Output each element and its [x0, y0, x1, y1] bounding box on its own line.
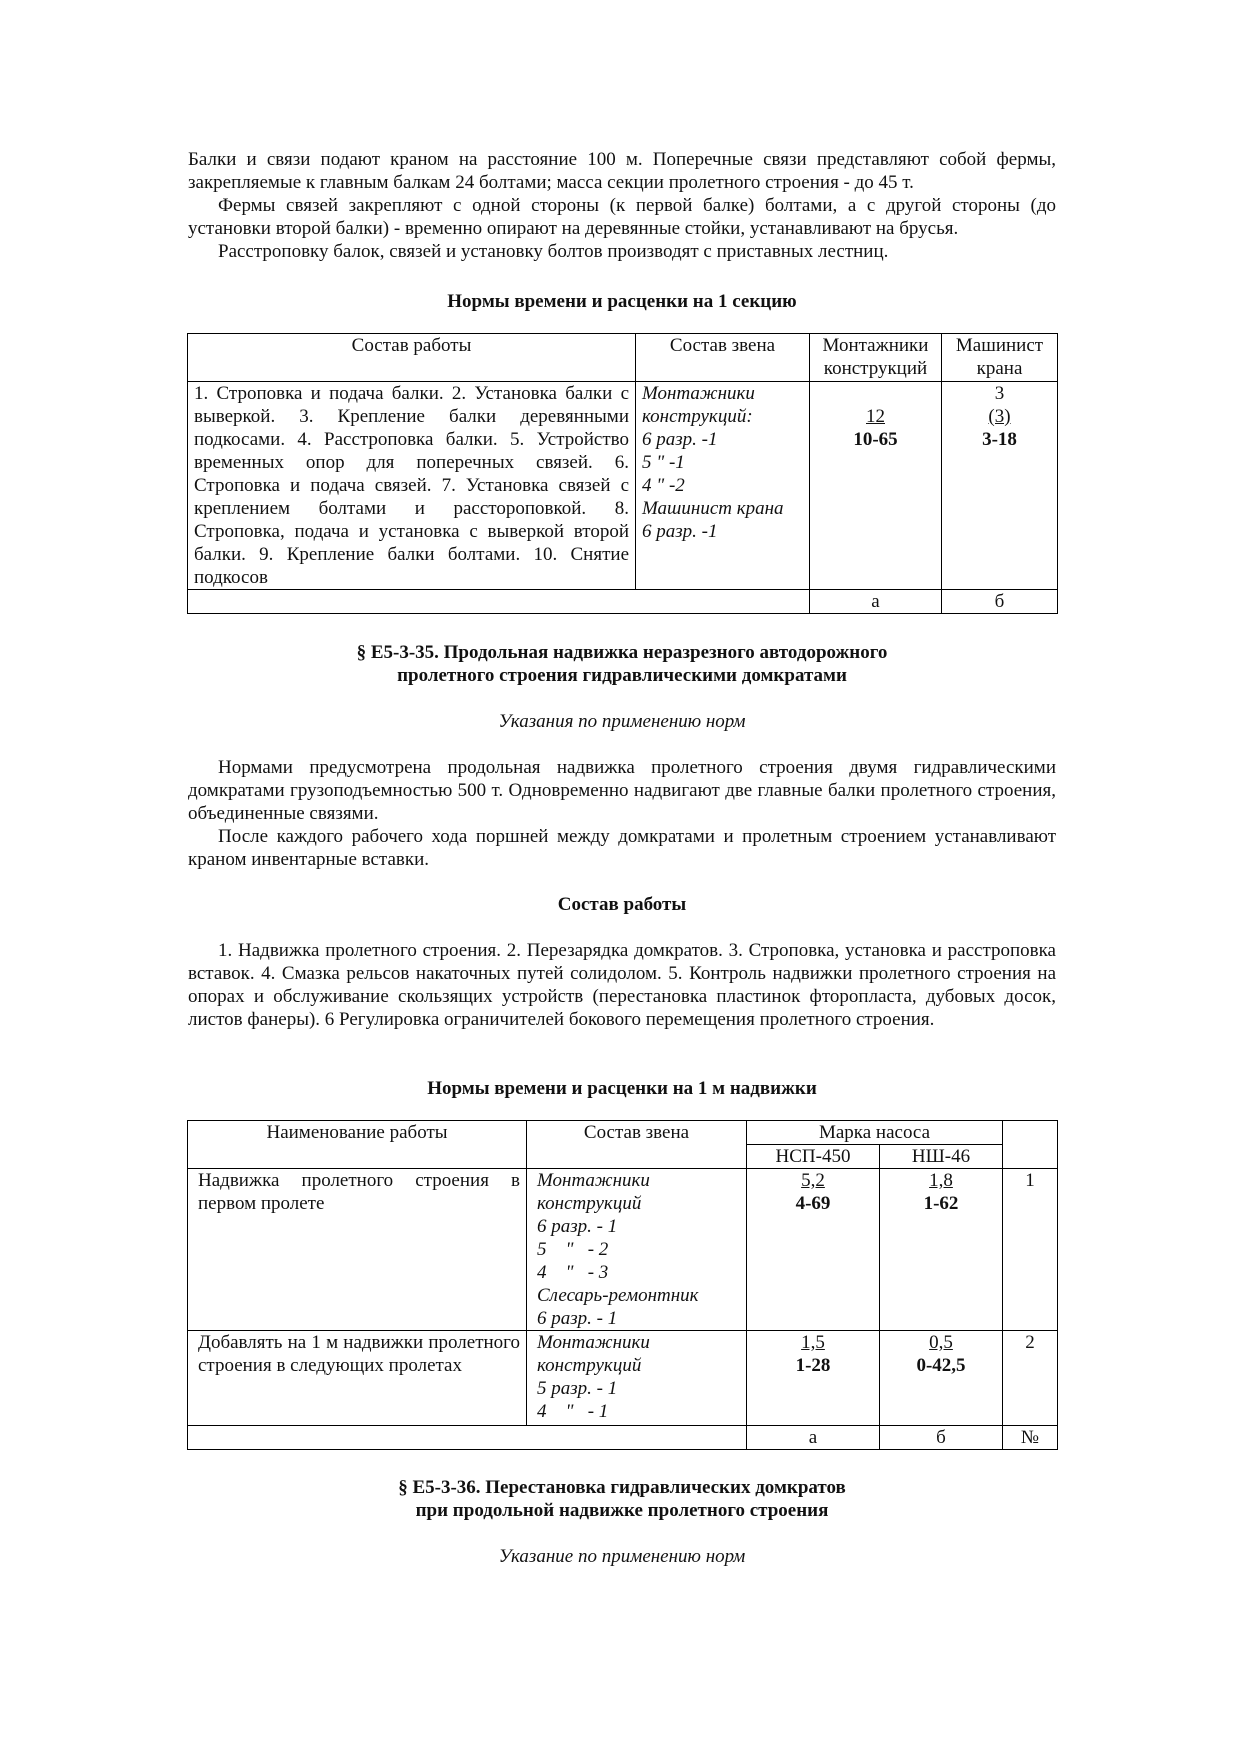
section35-paragraph-1: Нормами предусмотрена продольная надвижка пролетного строения двумя гидравлическими домкратами грузоподъемностью 500 т. Одновременно надвигают две главные балки пролетного строения, объединенные связями. [188, 757, 1056, 824]
table1-operator-values [942, 382, 1058, 590]
crew-line: Монтажники [642, 383, 755, 404]
intro-text [188, 148, 1056, 263]
section36-heading [188, 1476, 1056, 1522]
table2-header-row-1 [188, 1121, 1058, 1145]
crew-line: Машинист крана [642, 498, 784, 519]
crew-line: 5 " -1 [642, 452, 685, 473]
crew-line: Монтажники [537, 1170, 650, 1191]
table2-header-pump: Марка насоса [747, 1121, 1003, 1145]
table1-footer-row [188, 590, 1058, 614]
crew-line: 6 разр. - 1 [537, 1216, 618, 1237]
table2-header-num-empty [1003, 1121, 1058, 1169]
intro-paragraph-2: Фермы связей закрепляют с одной стороны (к первой балке) болтами, а с другой стороны (до установки второй балки) - временно опирают на деревянные стойки, устанавливают на брусья. [188, 195, 1056, 239]
price: 1-28 [795, 1355, 831, 1376]
price: 3-18 [982, 429, 1017, 450]
crew-line: конструкций [537, 1193, 642, 1214]
crew-line: Монтажники [537, 1332, 650, 1353]
table2-footer-num: № [1003, 1426, 1058, 1450]
price: 0-42,5 [916, 1355, 966, 1376]
table2-header-pump-a: НСП-450 [747, 1145, 880, 1169]
section35-heading-line1: § Е5-3-35. Продольная надвижка неразрезного автодорожного [356, 642, 888, 663]
section36-heading-line1: § Е5-3-36. Перестановка гидравлических домкратов [398, 1477, 846, 1498]
crew-line: 4 " -2 [642, 475, 685, 496]
table1-footer-b: б [942, 590, 1058, 614]
table2-row2-pump-a [747, 1331, 880, 1426]
table2-row2-pump-b [880, 1331, 1003, 1426]
price: 10-65 [853, 429, 898, 450]
table2-header-crew: Состав звена [527, 1121, 747, 1169]
table-row [188, 382, 1058, 590]
table2-footer-a: а [747, 1426, 880, 1450]
crew-line: 4 " - 3 [537, 1262, 609, 1283]
table1-crew [636, 382, 810, 590]
table2-footer-row [188, 1426, 1058, 1450]
table1-header-work: Состав работы [188, 334, 636, 382]
work-composition-text [188, 939, 1056, 1031]
time-norm: 5,2 [801, 1170, 825, 1191]
time-norm: 1,5 [801, 1332, 825, 1353]
table2-row1-name: Надвижка пролетного строения в первом пролете [188, 1169, 527, 1331]
table1-title: Нормы времени и расценки на 1 секцию [447, 291, 797, 312]
section36-guidance-heading: Указание по применению норм [498, 1546, 746, 1567]
table1-header-operator: Машинист крана [942, 334, 1058, 382]
crew-line: Слесарь-ремонтник [537, 1285, 699, 1306]
crew-line: 6 разр. -1 [642, 429, 718, 450]
table-row [188, 1169, 1058, 1331]
work-composition-paragraph: 1. Надвижка пролетного строения. 2. Перезарядка домкратов. 3. Строповка, установка и расстроповка вставок. 4. Смазка рельсов накаточных путей солидолом. 5. Контроль надвижки пролетного строения на опорах и обслуживание скользящих устройств (перестановка пластинок фторопласта, дубовых досок, листов фанеры). 6 Регулировка ограничителей бокового перемещения пролетного строения. [188, 940, 1056, 1030]
section35-guidance-heading: Указания по применению норм [498, 711, 746, 732]
crew-line: 5 разр. - 1 [537, 1378, 618, 1399]
crew-line: конструкций: [642, 406, 753, 427]
table2-row1-crew [527, 1169, 747, 1331]
norms-table-2 [187, 1120, 1058, 1450]
table1-header-crew: Состав звена [636, 334, 810, 382]
table1-header-row [188, 334, 1058, 382]
price: 4-69 [795, 1193, 831, 1214]
intro-paragraph-3: Расстроповку балок, связей и установку болтов производят с приставных лестниц. [218, 241, 889, 262]
crew-line: 6 разр. -1 [642, 521, 718, 542]
crew-line: 4 " - 1 [537, 1401, 609, 1422]
table2-row2-number: 2 [1003, 1331, 1058, 1426]
crew-line: конструкций [537, 1355, 642, 1376]
section35-heading-line2: пролетного строения гидравлическими домкратами [397, 665, 847, 686]
section36-heading-line2: при продольной надвижке пролетного строения [415, 1500, 829, 1521]
table1-installers-values [810, 382, 942, 590]
table2-row1-pump-a [747, 1169, 880, 1331]
time-norm: 0,5 [929, 1332, 953, 1353]
crew-line: 6 разр. - 1 [537, 1308, 618, 1329]
table2-row1-pump-b [880, 1169, 1003, 1331]
table2-header-pump-b: НШ-46 [880, 1145, 1003, 1169]
table2-row2-crew [527, 1331, 747, 1426]
section35-paragraph-2: После каждого рабочего хода поршней между домкратами и пролетным строением устанавливают краном инвентарные вставки. [188, 826, 1056, 870]
time-norm: (3) [988, 406, 1011, 427]
section35-heading [188, 641, 1056, 687]
table2-row2-name: Добавлять на 1 м надвижки пролетного строения в следующих пролетах [188, 1331, 527, 1426]
table1-footer-a: а [810, 590, 942, 614]
table2-header-name: Наименование работы [188, 1121, 527, 1169]
table1-footer-empty [188, 590, 810, 614]
norms-table-1 [187, 333, 1058, 614]
table2-row1-number: 1 [1003, 1169, 1058, 1331]
time-norm-top: 3 [994, 383, 1005, 404]
price: 1-62 [923, 1193, 959, 1214]
table2-footer-b: б [880, 1426, 1003, 1450]
table1-header-installers: Монтажники конструкций [810, 334, 942, 382]
table1-work-description: 1. Строповка и подача балки. 2. Установка балки с выверкой. 3. Крепление балки деревянными подкосами. 4. Расстроповка балки. 5. Устройство временных опор для поперечных связей. 6. Строповка и подача связей. 7. Установка связей с креплением болтами и расстороповкой. 8. Строповка, подача и установка с выверкой второй балки. 9. Крепление балки болтами. 10. Снятие подкосов [188, 382, 636, 590]
work-composition-heading: Состав работы [557, 894, 687, 915]
intro-paragraph-1: Балки и связи подают краном на расстояние 100 м. Поперечные связи представляют собой фермы, закрепляемые к главным балкам 24 болтами; масса секции пролетного строения - до 45 т. [188, 149, 1056, 193]
time-norm: 12 [866, 406, 885, 427]
table2-title: Нормы времени и расценки на 1 м надвижки [427, 1078, 817, 1099]
section35-text [188, 756, 1056, 871]
crew-line: 5 " - 2 [537, 1239, 609, 1260]
table-row [188, 1331, 1058, 1426]
time-norm: 1,8 [929, 1170, 953, 1191]
table2-footer-empty [188, 1426, 747, 1450]
